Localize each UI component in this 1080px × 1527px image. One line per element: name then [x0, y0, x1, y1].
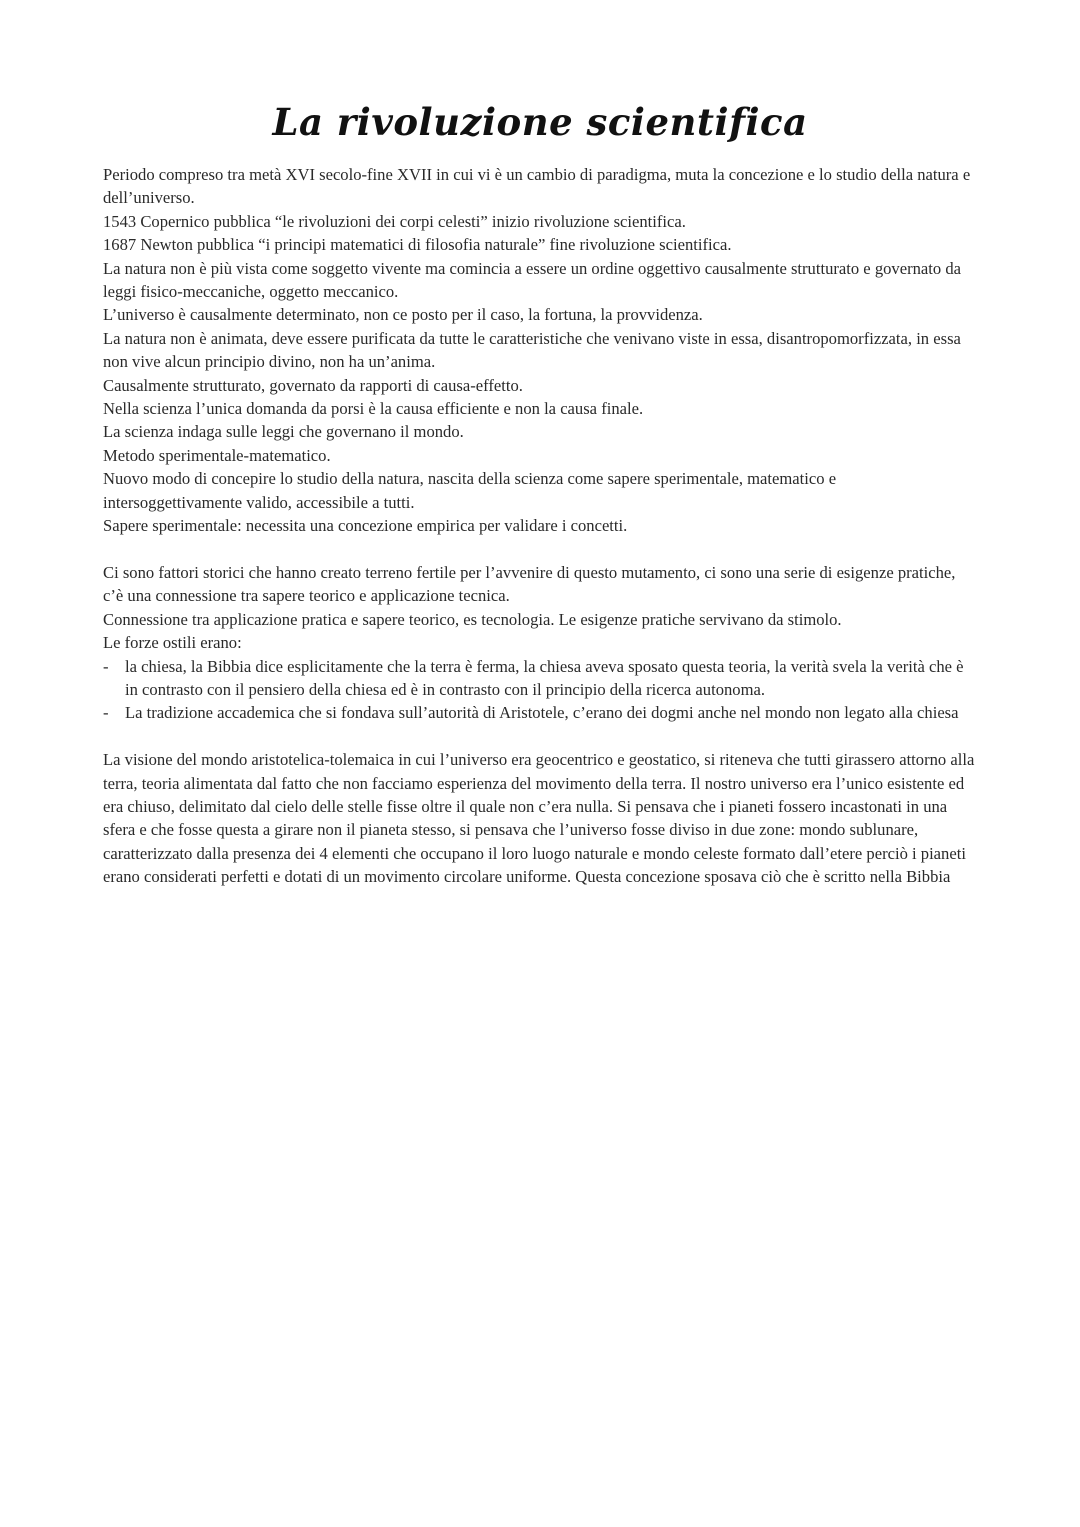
- paragraph: Ci sono fattori storici che hanno creato terreno fertile per l’avvenire di questo mutamento, ci sono una serie di esigenze pratiche, c’è una connessione tra sapere teorico e applicazione tecnica.: [103, 562, 956, 606]
- paragraph: Periodo compreso tra metà XVI secolo-fine XVII in cui vi è un cambio di paradigma, muta la concezione e lo studio della natura e dell’universo.: [103, 165, 971, 208]
- aristotelian-view-section: [103, 748, 978, 888]
- paragraph: Causalmente strutturato, governato da rapporti di causa-effetto.: [103, 375, 523, 395]
- list-item: [103, 701, 978, 724]
- intro-section: [103, 163, 978, 538]
- paragraph: La natura non è più vista come soggetto vivente ma comincia a essere un ordine oggettivo causalmente strutturato e governato da leggi fisico-meccaniche, oggetto meccanico.: [103, 258, 961, 302]
- spacer: [103, 538, 978, 561]
- paragraph: Sapere sperimentale: necessita una concezione empirica per validare i concetti.: [103, 516, 628, 536]
- paragraph: Metodo sperimentale-matematico.: [103, 445, 331, 465]
- historical-factors-section: [103, 561, 978, 725]
- paragraph: La visione del mondo aristotelica-tolemaica in cui l’universo era geocentrico e geostatico, si riteneva che tutti girassero attorno alla terra, teoria alimentata dal fatto che non facciamo esperienza del movimento della terra. Il nostro universo era l’unico esistente ed era chiuso, delimitato dal cielo delle stelle fisse oltre il quale non c’era nulla. Si pensava che i pianeti fossero incastonati in una sfera e che fosse questa a girare non il pianeta stesso, si pensava che l’universo fosse diviso in due zone: mondo sublunare, caratterizzato dalla presenza dei 4 elementi che occupano il loro luogo naturale e mondo celeste formato dall’etere perciò i pianeti erano considerati perfetti e dotati di un movimento circolare uniforme. Questa concezione sposava ciò che è scritto nella Bibbia: [103, 750, 975, 887]
- paragraph: Le forze ostili erano:: [103, 633, 242, 653]
- paragraph: La scienza indaga sulle leggi che governano il mondo.: [103, 422, 464, 442]
- bullet-dash: -: [103, 703, 109, 723]
- spacer: [103, 725, 978, 748]
- hostile-forces-list: [103, 655, 978, 725]
- paragraph: L’universo è causalmente determinato, non ce posto per il caso, la fortuna, la provvidenza.: [103, 305, 703, 325]
- paragraph: La natura non è animata, deve essere purificata da tutte le caratteristiche che venivano viste in essa, disantropomorfizzata, in essa non vive alcun principio divino, non ha un’anima.: [103, 328, 961, 372]
- paragraph: 1687 Newton pubblica “i principi matematici di filosofia naturale” fine rivoluzione scientifica.: [103, 235, 732, 255]
- paragraph: Nella scienza l’unica domanda da porsi è la causa efficiente e non la causa finale.: [103, 399, 644, 419]
- paragraph: 1543 Copernico pubblica “le rivoluzioni dei corpi celesti” inizio rivoluzione scientifica.: [103, 211, 686, 231]
- list-item-text: La tradizione accademica che si fondava sull’autorità di Aristotele, c’erano dei dogmi anche nel mondo non legato alla chiesa: [125, 703, 959, 723]
- list-item-text: la chiesa, la Bibbia dice esplicitamente che la terra è ferma, la chiesa aveva sposato questa teoria, la verità svela la verità che è in contrasto con il pensiero della chiesa ed è in contrasto con il principio della ricerca autonoma.: [125, 656, 964, 699]
- document-body: [103, 163, 978, 889]
- list-item: [103, 655, 978, 702]
- bullet-dash: -: [103, 656, 109, 676]
- paragraph: Connessione tra applicazione pratica e sapere teorico, es tecnologia. Le esigenze pratiche servivano da stimolo.: [103, 609, 842, 629]
- paragraph: Nuovo modo di concepire lo studio della natura, nascita della scienza come sapere sperimentale, matematico e intersoggettivamente valido, accessibile a tutti.: [103, 469, 837, 512]
- page-title: La rivoluzione scientifica: [272, 100, 808, 144]
